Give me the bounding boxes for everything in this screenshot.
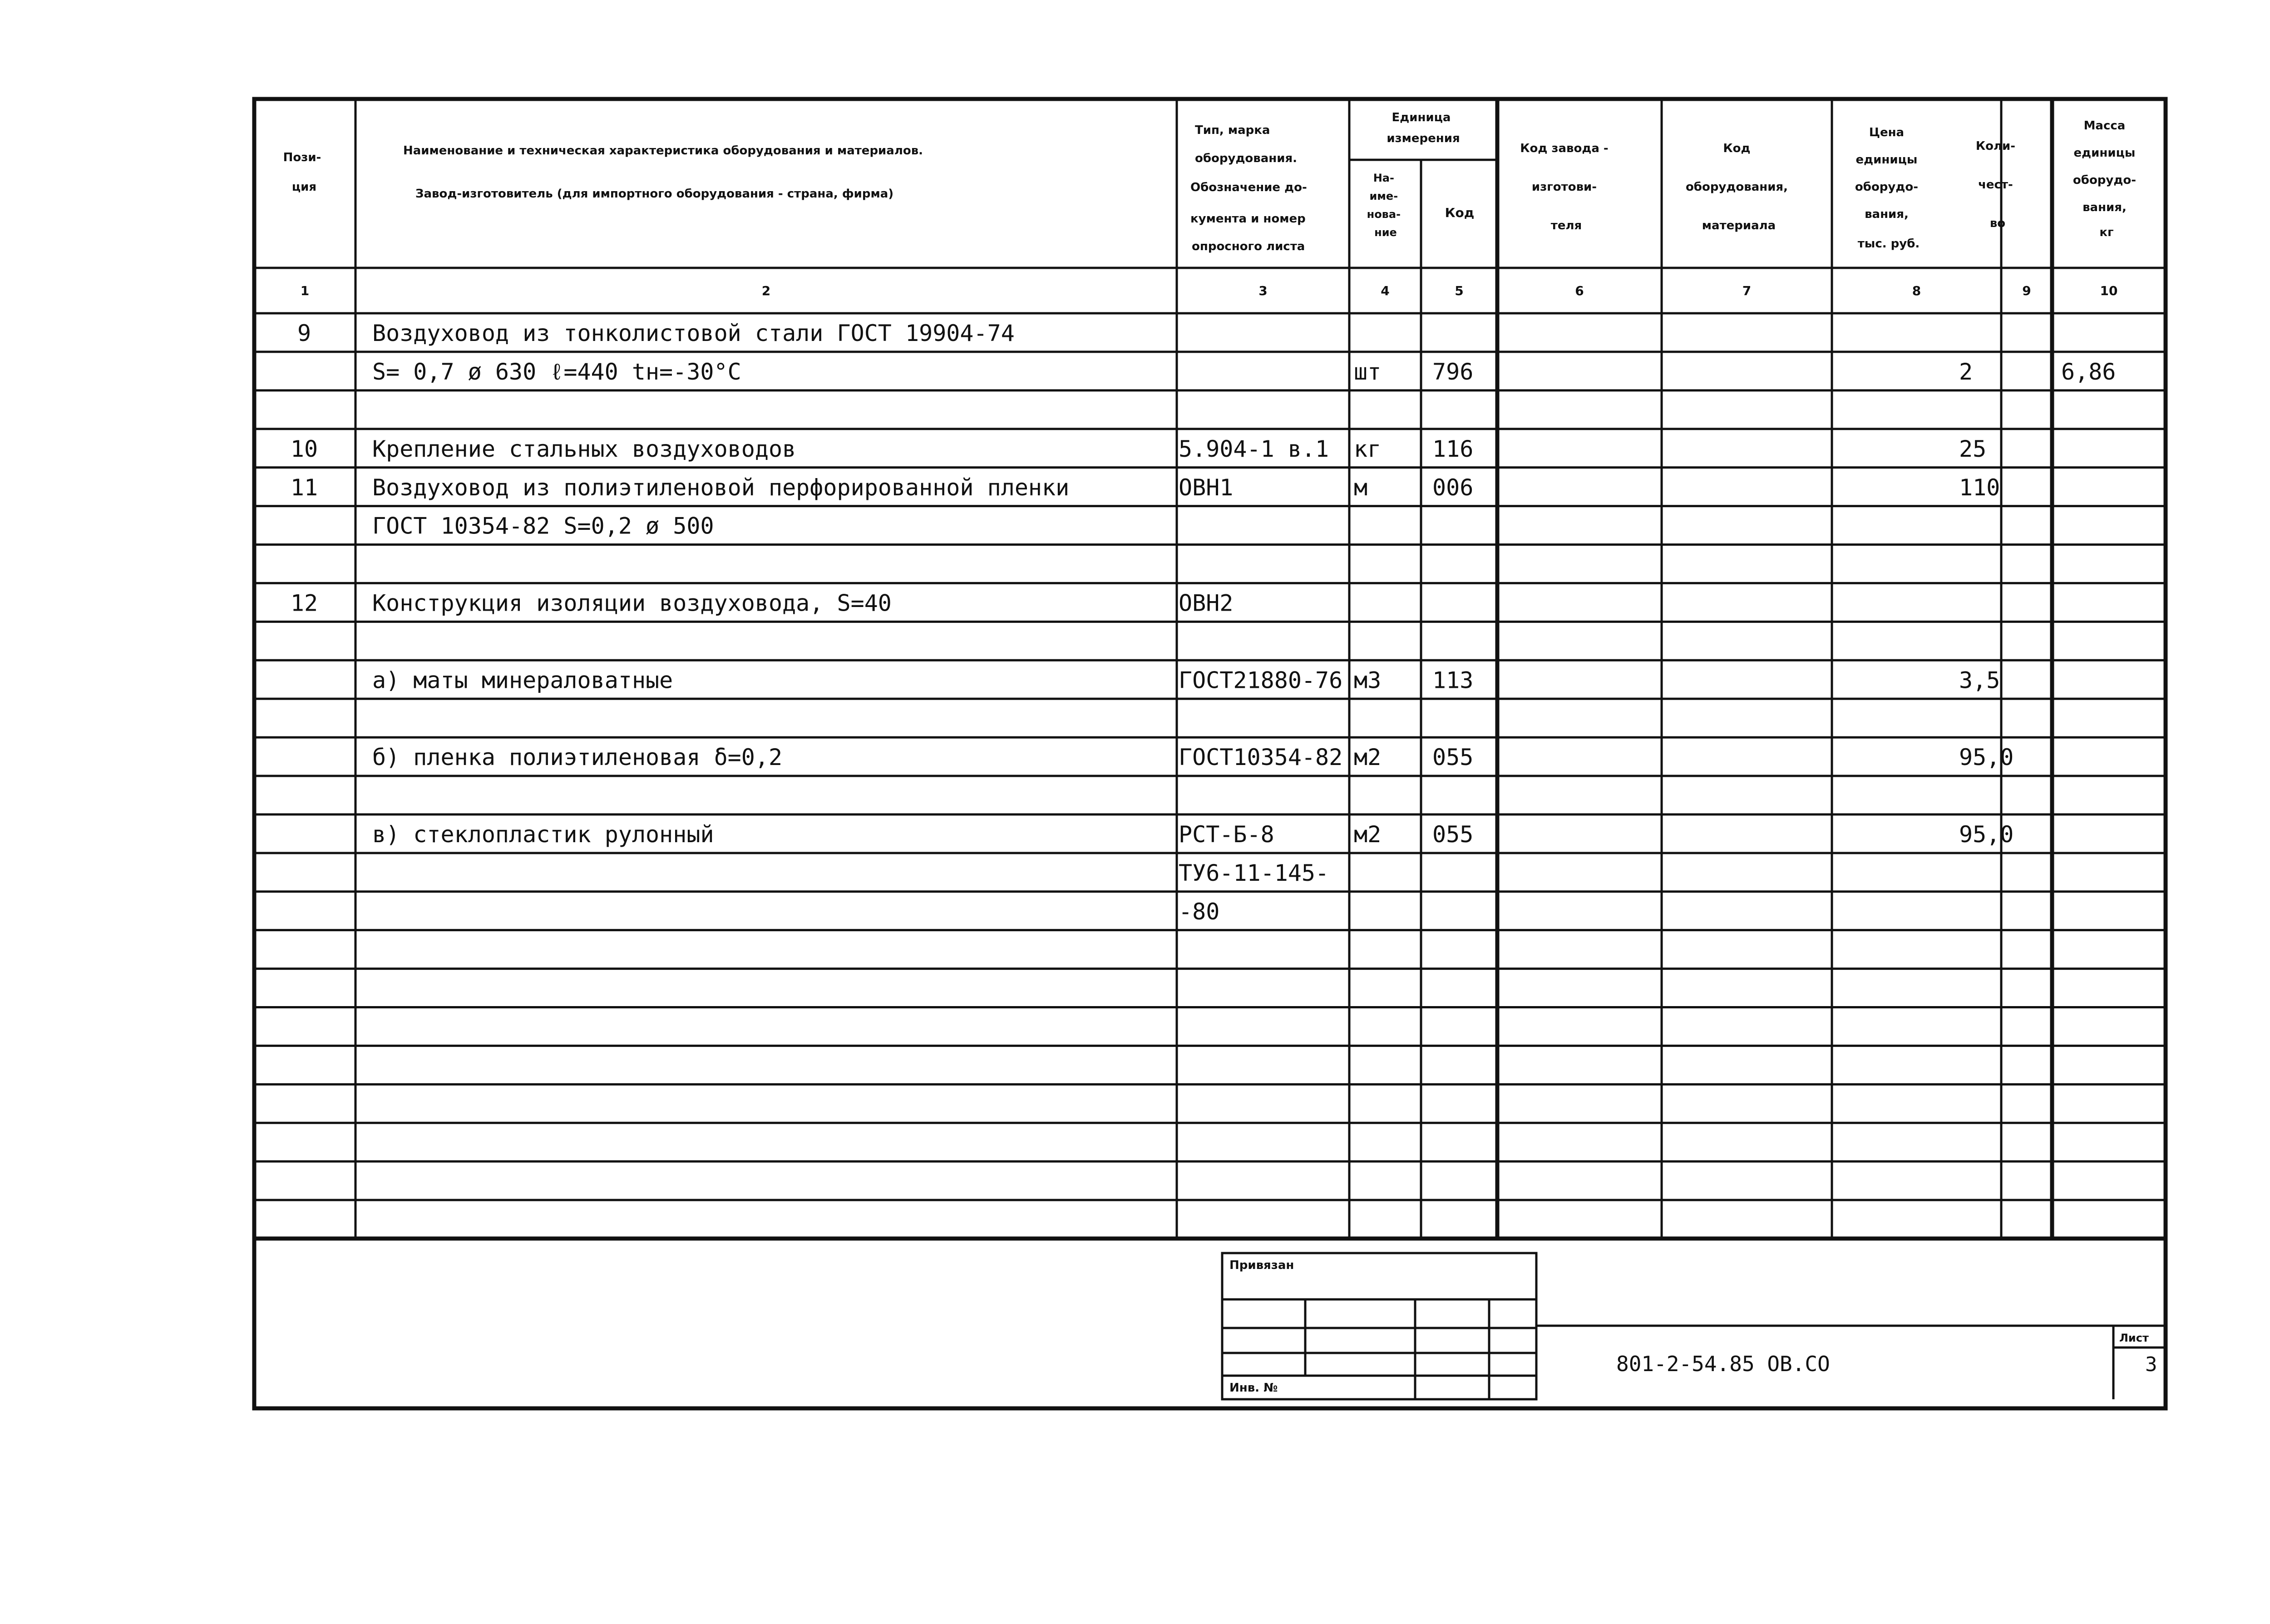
cell-name: в) стеклопластик рулонный <box>372 821 714 848</box>
table-row <box>291 590 1234 617</box>
column-numbers <box>301 283 2118 298</box>
column-number-5: 5 <box>1455 283 1464 298</box>
table-header <box>283 111 2140 253</box>
cell-name: ГОСТ 10354-82 S=0,2 ø 500 <box>372 513 714 539</box>
column-number-10: 10 <box>2100 283 2118 298</box>
header-col2: Наименование и техническая характеристика оборудования и материалов. Завод-изготовитель (для импортного оборудования - страна, фирма) <box>403 144 923 201</box>
sheet-number: 3 <box>2145 1353 2157 1376</box>
column-number-6: 6 <box>1575 283 1584 298</box>
cell-qty: 110 <box>1959 474 2000 501</box>
cell-unit: м <box>1354 474 1368 501</box>
cell-code: 116 <box>1432 435 1474 462</box>
column-number-9: 9 <box>2022 283 2031 298</box>
header-col9: Коли- чест- во <box>1975 139 2016 230</box>
cell-code: 055 <box>1432 821 1474 848</box>
cell-name: Крепление стальных воздуховодов <box>372 435 796 462</box>
header-col5: Код <box>1445 205 1475 220</box>
table-row <box>372 821 2013 848</box>
cell-name: Воздуховод из полиэтиленовой перфорированной пленки <box>372 474 1070 501</box>
table-row <box>291 436 1986 462</box>
cell-pos: 10 <box>290 435 318 462</box>
cell-pos: 9 <box>297 320 311 347</box>
header-col7: Код оборудования, материала <box>1685 142 1788 232</box>
column-number-7: 7 <box>1742 283 1752 298</box>
cell-name: а) маты минераловатные <box>372 667 673 694</box>
header-col4: На- име- нова- ние <box>1367 172 1401 239</box>
cell-code: 796 <box>1432 359 1474 385</box>
title-block <box>1222 1253 2166 1399</box>
column-number-2: 2 <box>761 283 771 298</box>
table-row <box>372 513 714 539</box>
table-row <box>291 474 2000 501</box>
cell-qty: 25 <box>1959 435 1987 462</box>
cell-pos: 11 <box>290 474 318 501</box>
document-code: 801-2-54.85 ОВ.СО <box>1616 1352 1830 1376</box>
cell-name: б) пленка полиэтиленовая δ=0,2 <box>372 744 783 771</box>
cell-unit: м3 <box>1354 667 1382 694</box>
column-number-3: 3 <box>1258 283 1268 298</box>
table-row <box>372 744 2013 770</box>
header-col1: Пози- ция <box>283 151 321 194</box>
cell-type: ОВН2 <box>1179 590 1234 617</box>
cell-type: ОВН1 <box>1179 474 1234 501</box>
column-number-1: 1 <box>300 283 310 298</box>
table-row <box>372 359 2116 385</box>
cell-type: ТУ6-11-145- <box>1179 859 1329 886</box>
cell-unit: м2 <box>1354 821 1382 848</box>
table-row <box>1179 898 1219 925</box>
cell-type: ГОСТ10354-82 <box>1179 744 1343 771</box>
cell-name: S= 0,7 ø 630 ℓ=440 tн=-30°C <box>372 359 741 385</box>
cell-type: 5.904-1 в.1 <box>1179 435 1329 462</box>
cell-qty: 3,5 <box>1959 667 2000 694</box>
header-col8: Цена единицы оборудо- вания, тыс. руб. <box>1855 126 1920 251</box>
cell-qty: 2 <box>1959 359 1973 385</box>
cell-pos: 12 <box>290 590 318 617</box>
column-number-8: 8 <box>1912 283 1921 298</box>
cell-mass: 6,86 <box>2061 359 2116 385</box>
cell-code: 055 <box>1432 744 1474 771</box>
header-col3: Тип, марка оборудования. Обозначение до- кумента и номер опросного листа <box>1190 123 1307 253</box>
inv-no-label: Инв. № <box>1229 1381 1278 1395</box>
cell-qty: 95,0 <box>1959 821 2014 848</box>
table-row <box>372 667 2000 693</box>
cell-name: Воздуховод из тонколистовой стали ГОСТ 19904-74 <box>372 320 1015 347</box>
cell-unit: м2 <box>1354 744 1382 771</box>
sheet-label: Лист <box>2119 1332 2149 1344</box>
cell-code: 006 <box>1432 474 1474 501</box>
cell-unit: шт <box>1354 359 1382 385</box>
cell-type: РСТ-Б-8 <box>1179 821 1274 848</box>
header-col6: Код завода - изготови- теля <box>1520 142 1609 232</box>
header-unit-group: Единица измерения <box>1387 111 1460 145</box>
header-col10: Масса единицы оборудо- вания, кг <box>2073 119 2137 239</box>
column-number-4: 4 <box>1381 283 1390 298</box>
cell-code: 113 <box>1432 667 1474 694</box>
cell-unit: кг <box>1354 435 1382 462</box>
cell-type: ГОСТ21880-76 <box>1179 667 1343 694</box>
cell-qty: 95,0 <box>1959 744 2014 771</box>
cell-type: -80 <box>1179 898 1220 925</box>
table-row <box>1179 860 1329 886</box>
privyazan-label: Привязан <box>1229 1259 1294 1272</box>
cell-name: Конструкция изоляции воздуховода, S=40 <box>372 590 892 617</box>
table-row <box>297 320 1015 346</box>
